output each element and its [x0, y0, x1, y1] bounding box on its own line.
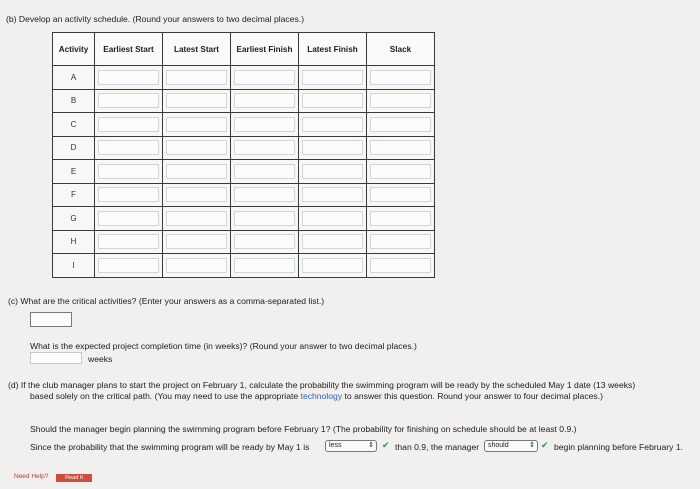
latest-finish-input[interactable] — [302, 187, 363, 202]
table-row — [53, 254, 435, 278]
latest-start-input[interactable] — [166, 211, 227, 226]
completion-time-prompt: What is the expected project completion time (in weeks)? (Round your answer to two decimal places.) — [30, 341, 417, 351]
cell-latest-finish — [299, 89, 367, 113]
sentence-start: Since the probability that the swimming program will be ready by May 1 is — [30, 442, 310, 452]
plan-question: Should the manager begin planning the swimming program before February 1? (The probability for finishing on schedule should be at least 0.9.) — [30, 424, 577, 434]
cell-slack — [367, 66, 435, 90]
activity-label: I — [53, 254, 95, 278]
cell-latest-finish — [299, 254, 367, 278]
latest-start-input[interactable] — [166, 187, 227, 202]
cell-latest-start — [163, 254, 231, 278]
cell-earliest-finish — [231, 136, 299, 160]
cell-earliest-finish — [231, 89, 299, 113]
latest-start-input[interactable] — [166, 93, 227, 108]
cell-earliest-start — [95, 89, 163, 113]
cell-latest-start — [163, 66, 231, 90]
earliest-finish-input[interactable] — [234, 164, 295, 179]
latest-finish-input[interactable] — [302, 93, 363, 108]
earliest-start-input[interactable] — [98, 234, 159, 249]
header-earliest-start: Earliest Start — [95, 33, 163, 66]
need-help-label: Need Help? — [14, 473, 49, 480]
activity-label: E — [53, 160, 95, 184]
table-row — [53, 183, 435, 207]
cell-earliest-start — [95, 230, 163, 254]
earliest-start-input[interactable] — [98, 117, 159, 132]
earliest-start-input[interactable] — [98, 164, 159, 179]
slack-input[interactable] — [370, 93, 431, 108]
cell-slack — [367, 183, 435, 207]
table-row — [53, 136, 435, 160]
cell-latest-finish — [299, 230, 367, 254]
cell-earliest-finish — [231, 160, 299, 184]
weeks-unit-label: weeks — [88, 354, 113, 364]
activity-label: G — [53, 207, 95, 231]
cell-latest-start — [163, 89, 231, 113]
cell-latest-start — [163, 207, 231, 231]
latest-finish-input[interactable] — [302, 70, 363, 85]
earliest-finish-input[interactable] — [234, 140, 295, 155]
cell-slack — [367, 207, 435, 231]
earliest-finish-input[interactable] — [234, 70, 295, 85]
checkmark-icon: ✔ — [541, 440, 549, 450]
activity-label: D — [53, 136, 95, 160]
cell-earliest-start — [95, 136, 163, 160]
slack-input[interactable] — [370, 117, 431, 132]
slack-input[interactable] — [370, 187, 431, 202]
activity-label: C — [53, 113, 95, 137]
latest-start-input[interactable] — [166, 70, 227, 85]
latest-start-input[interactable] — [166, 117, 227, 132]
latest-start-input[interactable] — [166, 234, 227, 249]
chevron-updown-icon: ⇕ — [529, 442, 535, 449]
cell-latest-finish — [299, 160, 367, 184]
header-latest-finish: Latest Finish — [299, 33, 367, 66]
cell-slack — [367, 254, 435, 278]
earliest-start-input[interactable] — [98, 140, 159, 155]
read-it-button[interactable]: Read It — [56, 474, 92, 482]
table-row — [53, 89, 435, 113]
cell-latest-start — [163, 136, 231, 160]
cell-earliest-start — [95, 66, 163, 90]
cell-latest-start — [163, 230, 231, 254]
cell-latest-start — [163, 160, 231, 184]
earliest-finish-input[interactable] — [234, 258, 295, 273]
cell-slack — [367, 136, 435, 160]
table-header-row — [53, 33, 435, 66]
cell-latest-start — [163, 183, 231, 207]
table-row — [53, 113, 435, 137]
select1-value: less — [329, 442, 342, 449]
header-latest-start: Latest Start — [163, 33, 231, 66]
cell-earliest-finish — [231, 66, 299, 90]
cell-earliest-finish — [231, 113, 299, 137]
earliest-finish-input[interactable] — [234, 187, 295, 202]
earliest-start-input[interactable] — [98, 93, 159, 108]
cell-slack — [367, 160, 435, 184]
cell-latest-finish — [299, 136, 367, 160]
slack-input[interactable] — [370, 234, 431, 249]
cell-earliest-start — [95, 183, 163, 207]
table-row — [53, 160, 435, 184]
sentence-mid: than 0.9, the manager — [395, 442, 480, 452]
cell-latest-finish — [299, 113, 367, 137]
cell-latest-finish — [299, 66, 367, 90]
cell-earliest-finish — [231, 254, 299, 278]
latest-finish-input[interactable] — [302, 164, 363, 179]
earliest-finish-input[interactable] — [234, 234, 295, 249]
latest-start-input[interactable] — [166, 140, 227, 155]
activity-label: F — [53, 183, 95, 207]
activity-label: H — [53, 230, 95, 254]
part-d-prompt-line2 — [30, 391, 603, 401]
prompt-line2-start: based solely on the critical path. (You may need to use the appropriate — [30, 391, 301, 401]
probability-comparison-select[interactable] — [325, 440, 377, 452]
checkmark-icon: ✔ — [382, 440, 390, 450]
latest-finish-input[interactable] — [302, 211, 363, 226]
activity-schedule-table — [52, 32, 435, 278]
header-slack: Slack — [367, 33, 435, 66]
cell-earliest-start — [95, 207, 163, 231]
manager-decision-select[interactable] — [484, 440, 538, 452]
cell-latest-finish — [299, 183, 367, 207]
header-activity: Activity — [53, 33, 95, 66]
earliest-start-input[interactable] — [98, 70, 159, 85]
earliest-finish-input[interactable] — [234, 211, 295, 226]
cell-latest-finish — [299, 207, 367, 231]
slack-input[interactable] — [370, 140, 431, 155]
latest-start-input[interactable] — [166, 164, 227, 179]
cell-slack — [367, 89, 435, 113]
technology-link[interactable]: technology — [300, 391, 343, 401]
cell-earliest-start — [95, 160, 163, 184]
activity-label: B — [53, 89, 95, 113]
cell-earliest-start — [95, 113, 163, 137]
chevron-updown-icon: ⇕ — [368, 442, 374, 449]
part-b-prompt: (b) Develop an activity schedule. (Round your answers to two decimal places.) — [6, 14, 305, 24]
part-d-prompt-line1: (d) If the club manager plans to start the project on February 1, calculate the probability the swimming program will be ready by the scheduled May 1 date (13 weeks) — [8, 380, 636, 390]
latest-finish-input[interactable] — [302, 140, 363, 155]
earliest-start-input[interactable] — [98, 258, 159, 273]
cell-earliest-finish — [231, 230, 299, 254]
earliest-finish-input[interactable] — [234, 93, 295, 108]
latest-finish-input[interactable] — [302, 117, 363, 132]
table-row — [53, 230, 435, 254]
part-c-prompt: (c) What are the critical activities? (Enter your answers as a comma-separated list.) — [8, 296, 325, 306]
slack-input[interactable] — [370, 70, 431, 85]
slack-input[interactable] — [370, 164, 431, 179]
cell-slack — [367, 113, 435, 137]
table-row — [53, 66, 435, 90]
latest-finish-input[interactable] — [302, 234, 363, 249]
cell-earliest-finish — [231, 183, 299, 207]
header-earliest-finish: Earliest Finish — [231, 33, 299, 66]
completion-time-input[interactable] — [30, 352, 82, 364]
activity-label: A — [53, 66, 95, 90]
table-row — [53, 207, 435, 231]
slack-input[interactable] — [370, 211, 431, 226]
critical-activities-input[interactable] — [30, 312, 72, 327]
earliest-start-input[interactable] — [98, 211, 159, 226]
cell-latest-start — [163, 113, 231, 137]
sentence-end: begin planning before February 1. — [554, 442, 683, 452]
cell-slack — [367, 230, 435, 254]
earliest-start-input[interactable] — [98, 187, 159, 202]
earliest-finish-input[interactable] — [234, 117, 295, 132]
prompt-line2-end: to answer this question. Round your answer to four decimal places.) — [342, 391, 603, 401]
slack-input[interactable] — [370, 258, 431, 273]
latest-start-input[interactable] — [166, 258, 227, 273]
select2-value: should — [488, 442, 509, 449]
latest-finish-input[interactable] — [302, 258, 363, 273]
cell-earliest-start — [95, 254, 163, 278]
cell-earliest-finish — [231, 207, 299, 231]
